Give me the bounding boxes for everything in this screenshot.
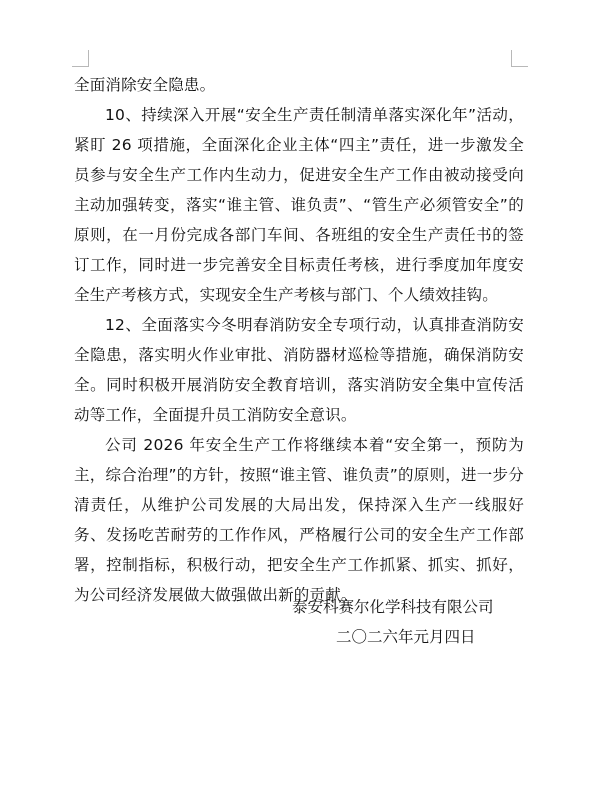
signature-company[interactable]: 泰安科赛尔化学科技有限公司 bbox=[292, 598, 494, 616]
signature-block bbox=[292, 592, 532, 652]
paragraph-item-10[interactable]: 10、持续深入开展“安全生产责任制清单落实深化年”活动，紧盯 26 项措施，全面深化企业主体“四主”责任，进一步激发全员参与安全生产工作内生动力，促进安全生产工作由被动接受向主动加强转变，落实“谁主管、谁负责”、“管生产必须管安全”的原则，在一月份完成各部门车间、各班组的安全生产责任书的签订工作，同时进一步完善安全目标责任考核，进行季度加年度安全生产考核方式，实现安全生产考核与部门、个人绩效挂钩。 bbox=[74, 106, 524, 304]
crop-mark-top-left bbox=[72, 50, 89, 67]
signature-date[interactable]: 二〇二六年元月四日 bbox=[336, 628, 476, 646]
crop-mark-top-right bbox=[511, 50, 528, 67]
document-body[interactable] bbox=[74, 70, 524, 610]
paragraph-closing[interactable]: 公司 2026 年安全生产工作将继续本着“安全第一，预防为主，综合治理”的方针，按照“谁主管、谁负责”的原则，进一步分清责任，从维护公司发展的大局出发，保持深入生产一线服好务、发扬吃苦耐劳的工作作风，严格履行公司的安全生产工作部署，控制指标，积极行动，把安全生产工作抓紧、抓实、抓好，为公司经济发展做大做强做出新的贡献。 bbox=[74, 436, 524, 604]
paragraph-item-12[interactable]: 12、全面落实今冬明春消防安全专项行动，认真排查消防安全隐患，落实明火作业审批、消防器材巡检等措施，确保消防安全。同时积极开展消防安全教育培训，落实消防安全集中宣传活动等工作，全面提升员工消防安全意识。 bbox=[74, 316, 524, 424]
paragraph-continuation[interactable]: 全面消除安全隐患。 bbox=[74, 76, 216, 94]
